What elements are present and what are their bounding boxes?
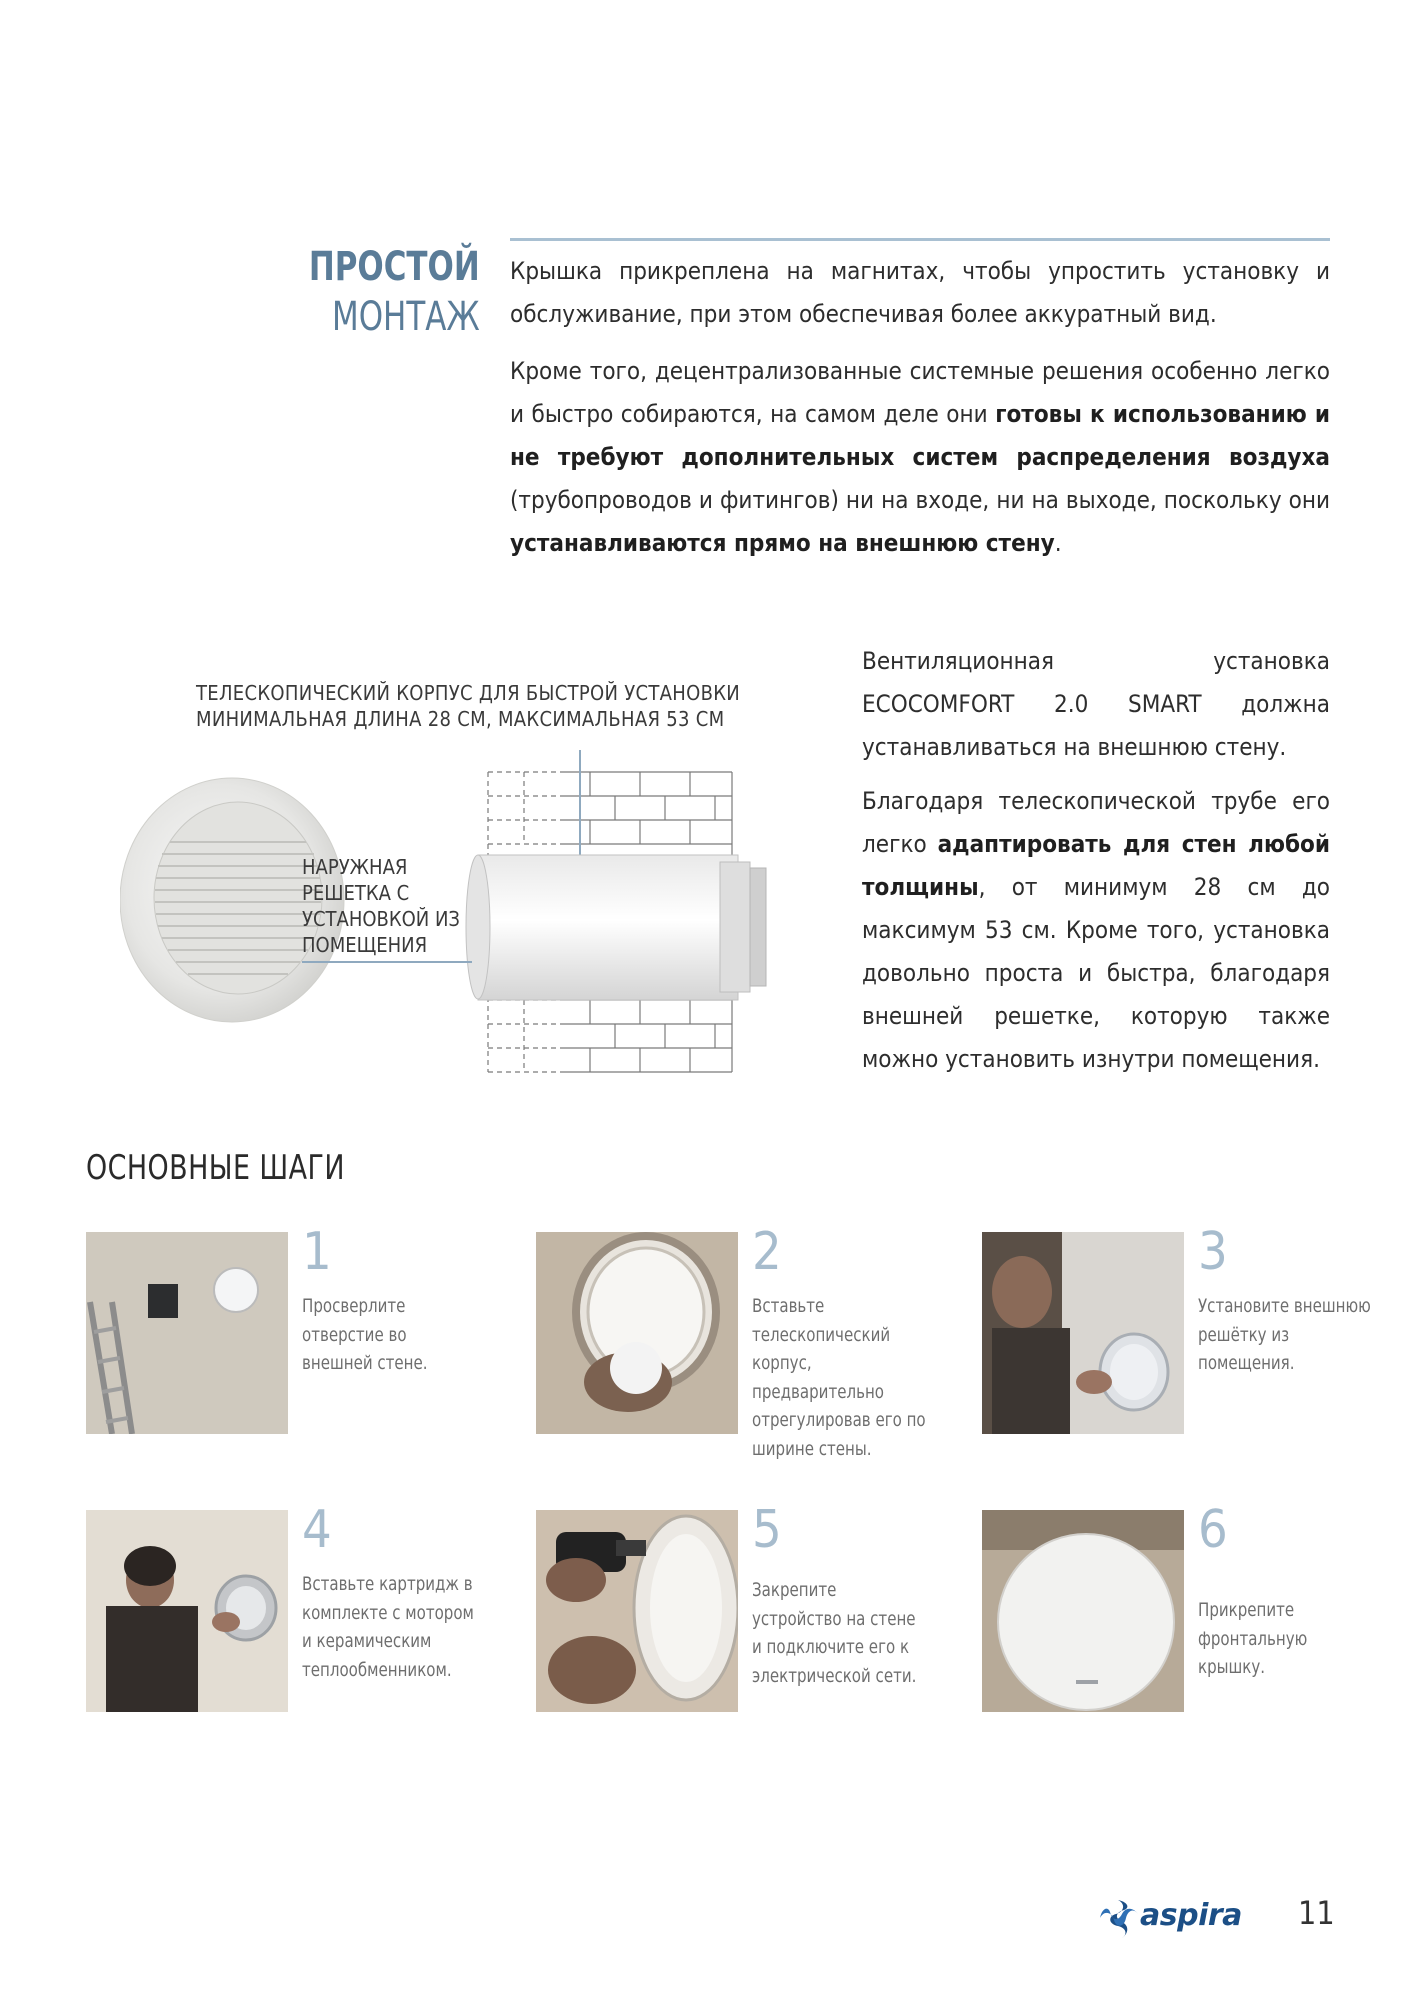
aspira-logo-mark-icon: [1096, 1896, 1140, 1940]
intro-paragraph-2: [510, 350, 1330, 565]
diagram-caption-line1: ТЕЛЕСКОПИЧЕСКИЙ КОРПУС ДЛЯ БЫСТРОЙ УСТАНОВКИ: [196, 681, 741, 705]
side-paragraph-2: [862, 780, 1330, 1081]
step-3: [982, 1222, 1414, 1442]
step-4: [86, 1500, 526, 1720]
step-6-number: 6: [1198, 1500, 1228, 1560]
side-p2-text-c: , от минимум 28 см до максимум 53 см. Кроме того, установка довольно проста и быстра, благодаря внешней решетке, которую также можно установить изнутри помещения.: [862, 873, 1330, 1073]
side-paragraph-1: Вентиляционная установка ECOCOMFORT 2.0 SMART должна устанавливаться на внешнюю стену.: [862, 647, 1330, 761]
grille-label: НАРУЖНАЯ РЕШЕТКА С УСТАНОВКОЙ ИЗ ПОМЕЩЕНИЯ: [302, 855, 460, 957]
aspira-logo: [1096, 1896, 1246, 1940]
intro-p2-text-c: (трубопроводов и фитингов) ни на входе, ни на выходе, поскольку они: [510, 486, 1330, 514]
step-2-text: Вставьте телескопический корпус, предварительно отрегулировав его по ширине стены.: [752, 1295, 926, 1460]
step-5-number: 5: [752, 1500, 782, 1560]
section-title-line1: ПРОСТОЙ: [309, 244, 480, 290]
step-4-number: 4: [302, 1500, 332, 1560]
page-number: 11: [1298, 1894, 1335, 1932]
side-p2-text-a: Благодаря телескопической трубе его легко: [862, 787, 1330, 858]
step-1-text: Просверлите отверстие во внешней стене.: [302, 1295, 428, 1374]
step-6-text: Прикрепите фронтальную крышку.: [1198, 1599, 1308, 1678]
step-3-photo: [982, 1232, 1184, 1434]
step-2-photo: [536, 1232, 738, 1434]
intro-p2-text-a: Кроме того, децентрализованные системные решения особенно легко и быстро собираются, на самом деле они: [510, 357, 1330, 428]
section-title: [281, 242, 480, 342]
step-5-photo: [536, 1510, 738, 1712]
device-body: [466, 855, 766, 1000]
step-6: [982, 1500, 1414, 1720]
step-1: [86, 1222, 526, 1442]
steps-title: ОСНОВНЫЕ ШАГИ: [86, 1148, 345, 1188]
step-5-text: Закрепите устройство на стене и подключите его к электрической сети.: [752, 1579, 917, 1687]
intro-p2-bold-b: готовы к использованию и не требуют дополнительных систем распределения воздуха: [510, 400, 1330, 471]
step-6-photo: [982, 1510, 1184, 1712]
step-1-photo: [86, 1232, 288, 1434]
step-3-number: 3: [1198, 1222, 1228, 1282]
step-1-number: 1: [302, 1222, 332, 1282]
intro-paragraph-1: Крышка прикреплена на магнитах, чтобы упростить установку и обслуживание, при этом обеспечивая более аккуратный вид.: [510, 257, 1330, 328]
header-rule: [510, 238, 1330, 241]
intro-p2-text-e: .: [1054, 529, 1062, 557]
diagram-caption-line2: МИНИМАЛЬНАЯ ДЛИНА 28 СМ, МАКСИМАЛЬНАЯ 53 СМ: [196, 707, 725, 731]
step-2: [536, 1222, 976, 1460]
side-p2-bold-b: адаптировать для стен любой толщины: [862, 830, 1330, 901]
step-3-text: Установите внешнюю решётку из помещения.: [1198, 1295, 1371, 1374]
brand-name: aspira: [1140, 1898, 1242, 1933]
step-5: [536, 1500, 976, 1720]
step-4-text: Вставьте картридж в комплекте с мотором и керамическим теплообменником.: [302, 1573, 474, 1681]
step-2-number: 2: [752, 1222, 782, 1282]
step-4-photo: [86, 1510, 288, 1712]
section-title-line2: МОНТАЖ: [332, 294, 480, 340]
intro-p2-bold-d: устанавливаются прямо на внешнюю стену: [510, 529, 1055, 557]
diagram-caption: [196, 680, 796, 732]
